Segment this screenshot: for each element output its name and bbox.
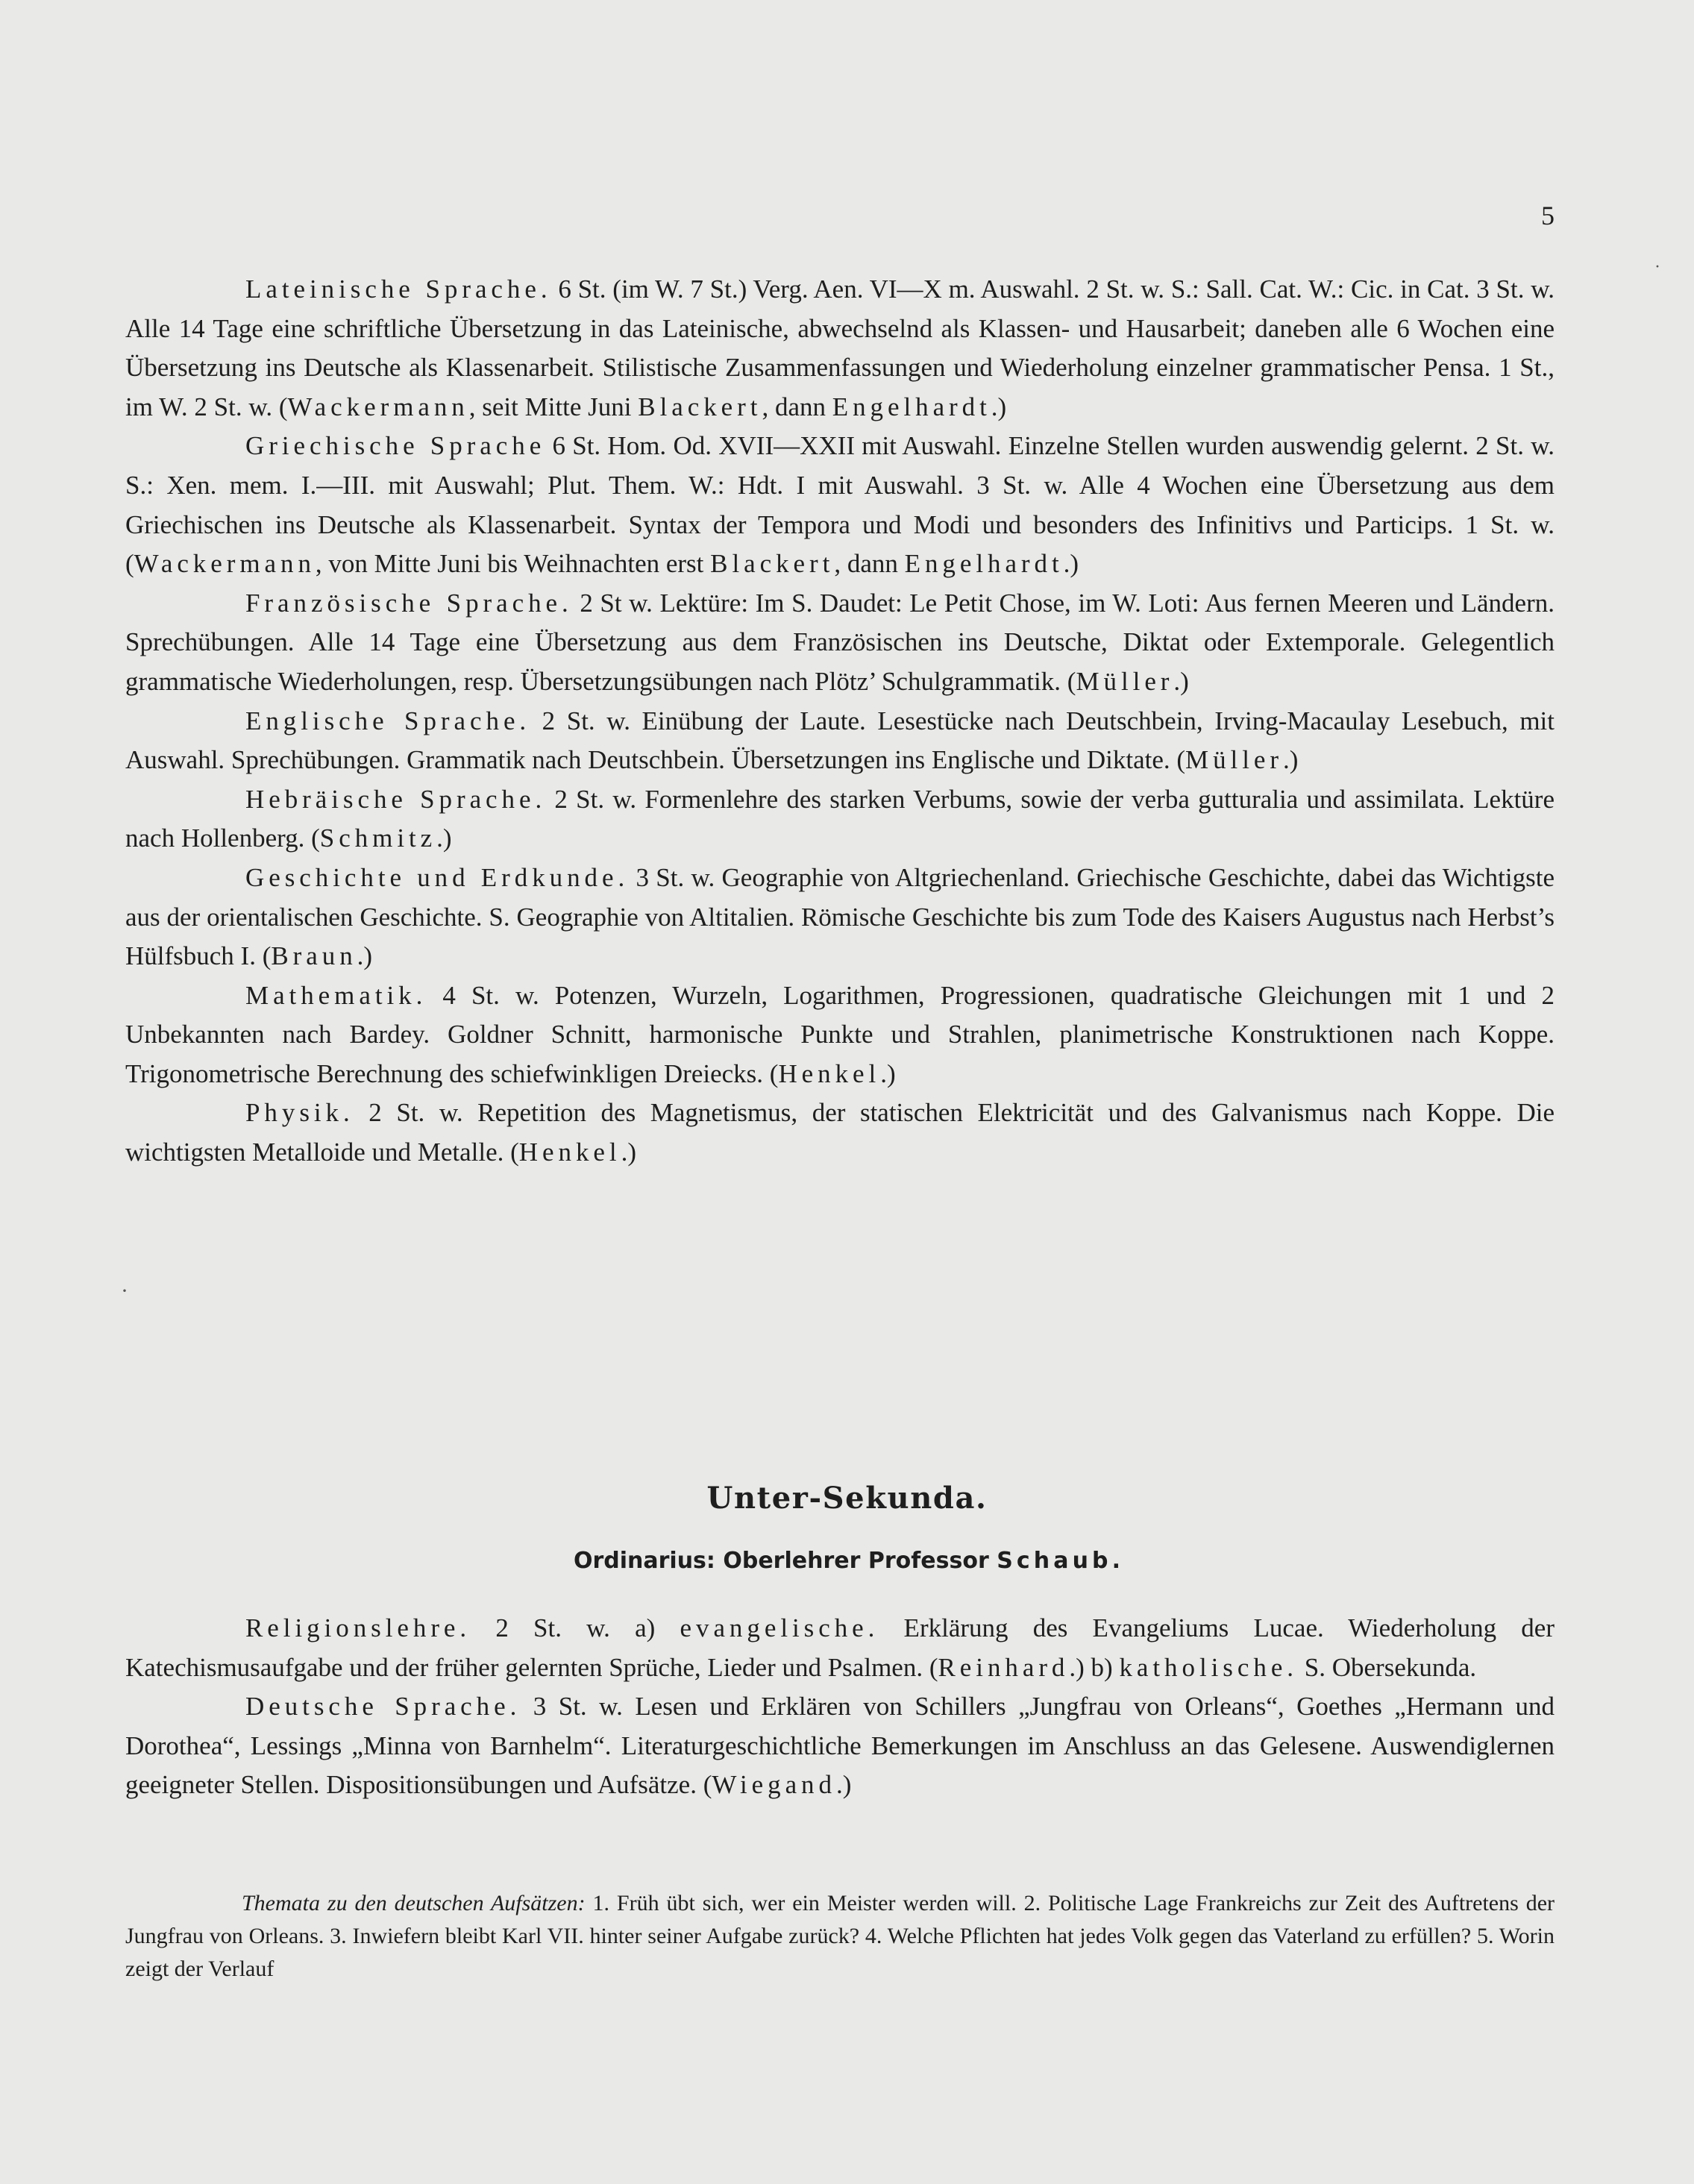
teacher-name: Müller [1185, 745, 1283, 775]
subject-title: Französische Sprache. [245, 588, 573, 618]
subject-title: Hebräische Sprache. [245, 784, 547, 814]
teacher-name: Blackert [710, 549, 835, 579]
teacher-name: Wackermann [287, 392, 469, 421]
paragraph-latin: Lateinische Sprache. 6 St. (im W. 7 St.) Verg. Aen. VI—X m. Auswahl. 2 St. w. S.: Sall. Cat. W.: Cic. in Cat. 3 St. w. Alle 14 Tage eine schriftliche Übersetzung in das Lateinische, abwechselnd als Klassen- und Hausarbeit; daneben alle 6 Wochen eine Übersetzung ins Deutsche als Klassenarbeit. Stilistische Zusammenfassungen und Wiederholung einzelner grammatischer Pensa. 1 St., im W. 2 St. w. (Wackermann, seit Mitte Juni Blackert, dann Engelhardt.) [125, 274, 1555, 421]
themes-text: 1. Früh übt sich, wer ein Meister werden will. 2. Politische Lage Frankreichs zur Zeit des Auftretens der Jungfrau von Orleans. 3. Inwiefern bleibt Karl VII. hinter seiner Aufgabe zurück? 4. Welche Pflichten hat jedes Volk gegen das Vaterland zu erfüllen? 5. Worin zeigt der Verlauf [125, 1891, 1555, 1981]
scan-mark: · [1654, 257, 1660, 277]
teacher-name: Reinhard [938, 1652, 1070, 1682]
essay-themes-note [125, 1887, 1555, 1986]
paragraph-hebrew: Hebräische Sprache. 2 St. w. Formenlehre des starken Verbums, sowie der verba gutturalia und assimilata. Lektüre nach Hollenberg. (Schmitz.) [125, 784, 1555, 853]
paragraph-religion: Religionslehre. 2 St. w. a) evangelische. Erklärung des Evangeliums Lucae. Wiederholung der Katechismusaufgabe und der früher gelernten Sprüche, Lieder und Psalmen. (Reinhard.) b) katholische. S. Obersekunda. [125, 1613, 1555, 1682]
teacher-name: Wackermann [134, 549, 316, 579]
teacher-name: Engelhardt [904, 549, 1064, 579]
ordinarius-line: Ordinarius: Oberlehrer Professor Schaub. [573, 1548, 1121, 1574]
teacher-name: Henkel [778, 1058, 881, 1088]
teacher-name: Müller [1076, 666, 1174, 696]
paragraph-mathematics: Mathematik. 4 St. w. Potenzen, Wurzeln, Logarithmen, Progressionen, quadratische Gleichungen mit 1 und 2 Unbekannten nach Bardey. Goldner Schnitt, harmonische Punkte und Strahlen, planimetrische Konstruktionen nach Koppe. Trigonometrische Berechnung des schiefwinkligen Dreiecks. (Henkel.) [125, 980, 1555, 1088]
subject-title: Physik. [245, 1098, 354, 1128]
subject-title: Griechische Sprache [245, 431, 546, 461]
scan-mark: · [121, 1278, 128, 1303]
subjects-section-upper [125, 270, 1555, 1173]
paragraph-english: Englische Sprache. 2 St. w. Einübung der Laute. Lesestücke nach Deutschbein, Irving-Macaulay Lesebuch, mit Auswahl. Sprechübungen. Grammatik nach Deutschbein. Übersetzungen ins Englische und Diktate. (Müller.) [125, 706, 1555, 775]
subject-title: Lateinische Sprache. [245, 274, 552, 304]
teacher-name: Schaub [997, 1548, 1112, 1574]
themes-label: Themata zu den deutschen Aufsätzen: [242, 1891, 586, 1915]
paragraph-history: Geschichte und Erdkunde. 3 St. w. Geographie von Altgriechenland. Griechische Geschichte, dabei das Wichtigste aus der orientalischen Geschichte. S. Geographie von Altitalien. Römische Geschichte bis zum Tode des Kaisers Augustus nach Herbst’s Hülfsbuch I. (Braun.) [125, 862, 1555, 971]
teacher-name: Schmitz [319, 823, 437, 853]
teacher-name: Engelhardt [832, 392, 991, 421]
page-number: 5 [1541, 201, 1555, 230]
paragraph-german: Deutsche Sprache. 3 St. w. Lesen und Erklären von Schillers „Jungfrau von Orleans“, Goethes „Hermann und Dorothea“, Lessings „Minna von Barnhelm“. Literaturgeschichtliche Bemerkungen im Anschluss an das Gelesene. Auswendiglernen geeigneter Stellen. Dispositionsübungen und Aufsätze. (Wiegand.) [125, 1692, 1555, 1800]
teacher-name: Wiegand [712, 1770, 836, 1800]
paragraph-french: Französische Sprache. 2 St w. Lektüre: Im S. Daudet: Le Petit Chose, im W. Loti: Aus fernen Meeren und Ländern. Sprechübungen. Alle 14 Tage eine Übersetzung aus dem Französischen ins Deutsche, Diktat oder Extemporale. Gelegentlich grammatische Wiederholungen, resp. Übersetzungsübungen nach Plötz’ Schulgrammatik. (Müller.) [125, 588, 1555, 696]
subject-title: Deutsche Sprache. [245, 1692, 521, 1722]
paragraph-greek: Griechische Sprache 6 St. Hom. Od. XVII—XXII mit Auswahl. Einzelne Stellen wurden auswendig gelernt. 2 St. w. S.: Xen. mem. I.—III. mit Auswahl; Plut. Them. W.: Hdt. I mit Auswahl. 3 St. w. Alle 4 Wochen eine Übersetzung aus dem Griechischen ins Deutsche als Klassenarbeit. Syntax der Tempora und Modi und besonders des Infinitivs und Particips. 1 St. w. (Wackermann, von Mitte Juni bis Weihnachten erst Blackert, dann Engelhardt.) [125, 431, 1555, 579]
teacher-name: Blackert [638, 392, 762, 421]
section-heading: Unter-Sekunda. [706, 1481, 988, 1516]
teacher-name: Braun [271, 941, 357, 971]
subject-title: Englische Sprache. [245, 706, 531, 735]
subject-title: Geschichte und Erdkunde. [245, 862, 630, 892]
subject-title: Mathematik. [245, 980, 427, 1010]
paragraph-physics: Physik. 2 St. w. Repetition des Magnetismus, der statischen Elektricität und des Galvanismus nach Koppe. Die wichtigsten Metalloide und Metalle. (Henkel.) [125, 1098, 1555, 1167]
teacher-name: Henkel [518, 1138, 621, 1167]
subjects-section-lower [125, 1609, 1555, 1805]
subject-title: Religionslehre. [245, 1613, 471, 1642]
